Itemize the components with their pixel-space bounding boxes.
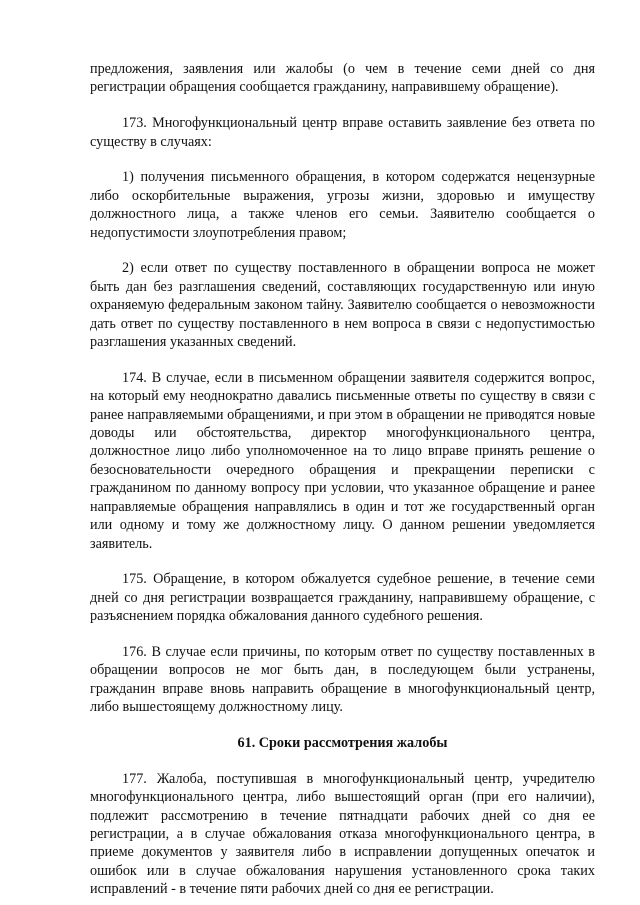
- paragraph-175: 175. Обращение, в котором обжалуется судебное решение, в течение семи дней со дня регистрации возвращается гражданину, направившему обращение, с разъяснением порядка обжалования данного судебного решения.: [90, 571, 595, 625]
- section-heading: 61. Сроки рассмотрения жалобы: [237, 734, 448, 751]
- paragraph-173-item-2: 2) если ответ по существу поставленного в обращении вопроса не может быть дан без разглашения сведений, составляющих государственную или иную охраняемую федеральным законом тайну. Заявителю сообщается о невозможности дать ответ по существу поставленного в нем вопроса в связи с недопустимостью разглашения указанных сведений.: [90, 260, 595, 351]
- paragraph-174: 174. В случае, если в письменном обращении заявителя содержится вопрос, на который ему неоднократно давались письменные ответы по существу в связи с ранее направляемыми обращениями, и при этом в обращении не приводятся новые доводы или обстоятельства, директор многофункционального центра, должностное лицо либо уполномоченное на то лицо вправе принять решение о безосновательности очередного обращения и прекращении переписки с гражданином по данному вопросу при условии, что указанное обращение и ранее направляемые обращения направлялись в один и тот же государственный орган или одному и тому же должностному лицу. О данном решении уведомляется заявитель.: [90, 369, 595, 552]
- paragraph-continuation: предложения, заявления или жалобы (о чем в течение семи дней со дня регистрации обращения сообщается гражданину, направившему обращение).: [90, 61, 595, 96]
- document-page: [90, 60, 595, 899]
- paragraph-177: 177. Жалоба, поступившая в многофункциональный центр, учредителю многофункционального центра, либо вышестоящий орган (при его наличии), подлежит рассмотрению в течение пятнадцати рабочих дней со дня ее регистрации, а в случае обжалования отказа многофункционального центра, в приеме документов у заявителя либо в исправлении допущенных опечаток и ошибок или в случае обжалования нарушения установленного срока таких исправлений - в течение пяти рабочих дней со дня ее регистрации.: [90, 770, 595, 898]
- paragraph-176: 176. В случае если причины, по которым ответ по существу поставленных в обращении вопросов не мог быть дан, в последующем были устранены, гражданин вправе вновь направить обращение в многофункциональный центр, либо вышестоящему должностному лицу.: [90, 643, 595, 716]
- paragraph-173-item-1: 1) получения письменного обращения, в котором содержатся нецензурные либо оскорбительные выражения, угрозы жизни, здоровью и имуществу должностного лица, а также членов его семьи. Заявителю сообщается о недопустимости злоупотребления правом;: [90, 169, 595, 241]
- paragraph-173: 173. Многофункциональный центр вправе оставить заявление без ответа по существу в случаях:: [90, 115, 595, 150]
